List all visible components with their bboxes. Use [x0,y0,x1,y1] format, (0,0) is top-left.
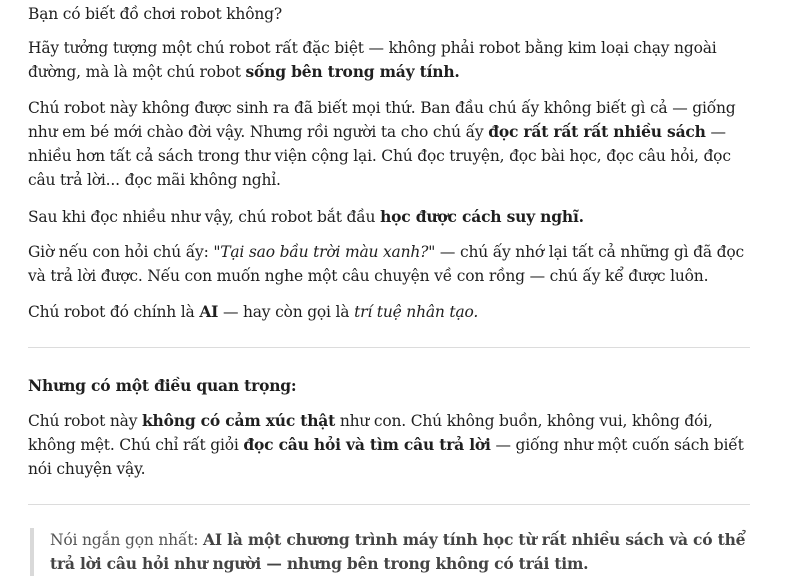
intro-question [28,2,282,26]
paragraph-5-text-b: — hay còn gọi là [218,303,355,321]
section-heading [28,374,296,398]
summary-blockquote [30,528,750,576]
paragraph-5-text-a: Chú robot đó chính là [28,303,200,321]
divider-2 [28,504,750,505]
paragraph-4 [28,240,748,288]
paragraph-4-italic: "Tại sao bầu trời màu xanh?" [213,243,436,261]
intro-question-text: Bạn có biết đồ chơi robot không? [28,5,282,23]
paragraph-5-bold: AI [199,302,219,321]
paragraph-3-bold: học được cách suy nghĩ. [380,207,584,226]
paragraph-6-bold-b: đọc câu hỏi và tìm câu trả lời [243,435,491,454]
paragraph-4-text-a: Giờ nếu con hỏi chú ấy: [28,243,214,261]
paragraph-6-text-a: Chú robot này [28,412,143,430]
paragraph-6-bold-a: không có cảm xúc thật [142,411,336,430]
divider-1 [28,347,750,348]
paragraph-5 [28,300,478,324]
paragraph-2-text-a: Chú robot này không được sinh ra đã biết mọi thứ. Ban đầu chú ấy không biết gì cả — giống như em bé mới chào đời vậy. Nhưng rồi người ta cho chú ấy [28,99,736,141]
summary-bold: AI là một chương trình máy tính học từ rất nhiều sách và có thể trả lời câu hỏi như người — nhưng bên trong không có trái tim. [50,530,746,573]
paragraph-4-text-b: — chú ấy nhớ lại tất cả những gì đã đọc và trả lời được. Nếu con muốn nghe một câu chuyện về con rồng — chú ấy kể được luôn. [28,243,744,285]
paragraph-5-italic: trí tuệ nhân tạo. [354,303,479,321]
paragraph-1-bold: sống bên trong máy tính. [245,62,460,81]
paragraph-6-text-b: như con. Chú không buồn, không vui, không đói, không mệt. Chú chỉ rất giỏi [28,412,713,454]
summary-text [50,528,750,576]
paragraph-1-text: Hãy tưởng tượng một chú robot rất đặc biệt — không phải robot bằng kim loại chạy ngoài đường, mà là một chú robot [28,39,717,81]
paragraph-3-text: Sau khi đọc nhiều như vậy, chú robot bắt đầu [28,208,381,226]
section-heading-text: Nhưng có một điều quan trọng: [28,376,297,395]
paragraph-6-text-c: — giống như một cuốn sách biết nói chuyện vậy. [28,436,744,478]
summary-text-a: Nói ngắn gọn nhất: [50,531,204,549]
paragraph-3 [28,205,584,229]
paragraph-2-bold: đọc rất rất rất nhiều sách [488,122,706,141]
paragraph-1 [28,36,748,84]
paragraph-2 [28,96,748,192]
paragraph-6 [28,409,748,481]
paragraph-2-text-b: — nhiều hơn tất cả sách trong thư viện cộng lại. Chú đọc truyện, đọc bài học, đọc câu hỏi, đọc câu trả lời... đọc mãi không nghỉ. [28,123,731,189]
